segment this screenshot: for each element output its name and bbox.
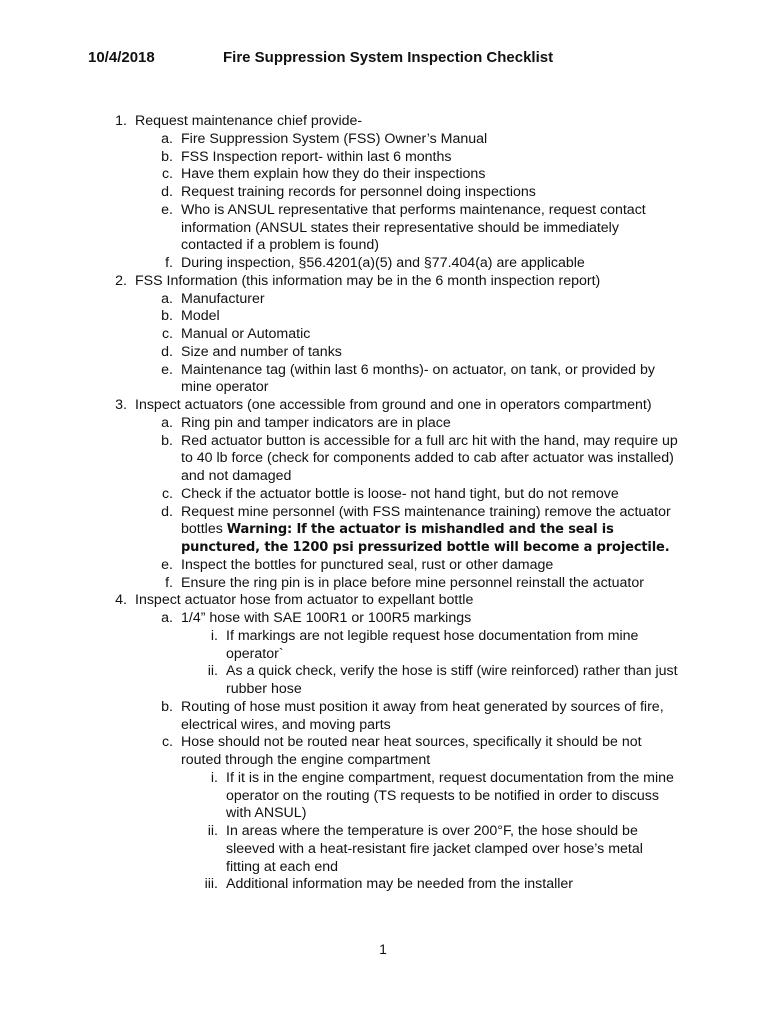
item-marker: c.: [161, 166, 173, 183]
checklist-item-level-2: [0, 291, 768, 309]
item-text-body: Manual or Automatic: [181, 326, 311, 342]
item-text: [181, 699, 680, 735]
item-text: [226, 876, 680, 894]
item-text-body: Routing of hose must position it away from heat generated by sources of fire, electrical wires, and moving parts: [181, 698, 664, 733]
checklist-item-level-2: [0, 504, 768, 557]
document-title: Fire Suppression System Inspection Checklist: [223, 49, 554, 66]
page-number: 1: [379, 941, 387, 957]
page-footer: [0, 941, 768, 957]
header-date: 10/4/2018: [88, 49, 155, 66]
item-marker: d.: [161, 503, 173, 520]
item-text: [181, 575, 680, 593]
item-text: [181, 166, 680, 184]
item-text-body: Size and number of tanks: [181, 343, 342, 360]
item-marker: a.: [161, 414, 173, 431]
item-text-body: FSS Inspection report- within last 6 months: [181, 148, 452, 165]
item-text-body: Maintenance tag (within last 6 months)- on actuator, on tank, or provided by mine operator: [181, 361, 655, 396]
item-text-body: Fire Suppression System (FSS) Owner’s Manual: [181, 130, 488, 147]
item-text: [226, 823, 680, 876]
checklist-item-level-3: [0, 876, 768, 894]
checklist-item-level-2: [0, 699, 768, 735]
item-text-body: FSS Information (this information may be in the 6 month inspection report): [135, 272, 601, 289]
item-marker: i.: [210, 627, 218, 644]
item-text-body: Request mine personnel (with FSS maintenance training) remove the actuator bottles: [181, 503, 671, 538]
item-marker: b.: [161, 698, 173, 715]
checklist-item-level-2: [0, 557, 768, 575]
item-text: [181, 291, 680, 309]
item-text-body: Inspect the bottles for punctured seal, rust or other damage: [181, 556, 554, 573]
item-marker: 3.: [115, 397, 127, 413]
item-marker: c.: [161, 734, 173, 751]
item-text: [226, 663, 680, 699]
item-text: [181, 149, 680, 167]
item-marker: c.: [161, 326, 173, 342]
item-text-body: During inspection, §56.4201(a)(5) and §77.404(a) are applicable: [181, 255, 585, 271]
item-marker: b.: [161, 148, 173, 165]
document-header: [88, 49, 553, 66]
checklist-item-level-2: [0, 433, 768, 486]
item-marker: ii.: [207, 823, 218, 839]
checklist-item-level-2: [0, 344, 768, 362]
warning-text: Warning: If the actuator is mishandled and the seal is punctured, the 1200 psi pressurized bottle will become a projectile.: [181, 522, 670, 555]
item-marker: d.: [161, 184, 173, 200]
item-marker: a.: [161, 610, 173, 626]
checklist-item-level-1: [0, 113, 768, 131]
item-text: [181, 610, 680, 628]
checklist-item-level-2: [0, 308, 768, 326]
item-marker: f.: [165, 255, 173, 271]
item-marker: a.: [161, 290, 173, 307]
checklist-item-level-2: [0, 734, 768, 770]
item-text-body: Check if the actuator bottle is loose- not hand tight, but do not remove: [181, 485, 619, 502]
item-text: [135, 397, 680, 415]
checklist-item-level-2: [0, 575, 768, 593]
item-marker: c.: [161, 485, 173, 502]
item-marker: i.: [210, 769, 218, 786]
checklist-item-level-2: [0, 255, 768, 273]
item-text: [226, 628, 680, 664]
checklist-item-level-2: [0, 184, 768, 202]
item-text-body: Ensure the ring pin is in place before mine personnel reinstall the actuator: [181, 574, 644, 591]
checklist-item-level-3: [0, 663, 768, 699]
item-marker: d.: [161, 343, 173, 360]
item-text: [181, 184, 680, 202]
item-marker: b.: [161, 308, 173, 325]
item-marker: 1.: [115, 113, 127, 129]
item-text: [226, 770, 680, 823]
item-text: [181, 255, 680, 273]
item-text: [135, 273, 680, 291]
item-text-body: Inspect actuators (one accessible from ground and one in operators compartment): [135, 397, 652, 413]
item-text-body: If it is in the engine compartment, request documentation from the mine operator on the routing (TS requests to be notified in order to discuss with ANSUL): [226, 769, 674, 822]
item-text-body: Ring pin and tamper indicators are in place: [181, 414, 451, 431]
checklist-item-level-2: [0, 326, 768, 344]
checklist-item-level-3: [0, 770, 768, 823]
checklist-item-level-2: [0, 202, 768, 255]
item-text: [181, 486, 680, 504]
item-text: [135, 592, 680, 610]
item-text-body: Who is ANSUL representative that performs maintenance, request contact information (ANSUL states their representative should be immediately contacted if a problem is found): [181, 201, 646, 254]
item-text-body: Additional information may be needed from the installer: [226, 876, 573, 893]
item-marker: e.: [161, 361, 173, 378]
checklist-item-level-2: [0, 486, 768, 504]
item-text: [181, 131, 680, 149]
item-text: [181, 344, 680, 362]
item-marker: a.: [161, 130, 173, 147]
item-text-body: Have them explain how they do their inspections: [181, 166, 486, 183]
item-text-body: 1/4” hose with SAE 100R1 or 100R5 markings: [181, 610, 472, 626]
item-text-body: As a quick check, verify the hose is stiff (wire reinforced) rather than just rubber hose: [226, 663, 678, 697]
item-text: [181, 734, 680, 770]
item-text: [181, 504, 680, 557]
checklist-item-level-1: [0, 273, 768, 291]
item-text: [181, 433, 680, 486]
item-text-body: Red actuator button is accessible for a full arc hit with the hand, may require up to 40 lb force (check for components added to cab after actuator was installed) and not damaged: [181, 432, 678, 484]
item-marker: iii.: [204, 876, 218, 893]
item-marker: ii.: [207, 663, 218, 680]
item-text: [181, 202, 680, 255]
item-text-body: Model: [181, 308, 220, 325]
checklist-item-level-2: [0, 131, 768, 149]
item-text-body: Request training records for personnel doing inspections: [181, 184, 536, 200]
checklist-item-level-2: [0, 166, 768, 184]
item-text: [135, 113, 680, 131]
checklist-item-level-3: [0, 823, 768, 876]
item-text-body: Hose should not be routed near heat sources, specifically it should be not routed through the engine compartment: [181, 734, 642, 768]
item-text-body: Inspect actuator hose from actuator to expellant bottle: [135, 592, 474, 609]
checklist: [0, 113, 768, 894]
checklist-item-level-2: [0, 149, 768, 167]
checklist-item-level-2: [0, 362, 768, 398]
item-text-body: If markings are not legible request hose documentation from mine operator`: [226, 627, 639, 662]
item-marker: b.: [161, 432, 173, 449]
checklist-item-level-3: [0, 628, 768, 664]
checklist-item-level-1: [0, 397, 768, 415]
item-marker: e.: [161, 201, 173, 218]
item-text-body: Request maintenance chief provide-: [135, 113, 363, 129]
checklist-item-level-2: [0, 415, 768, 433]
item-marker: 4.: [115, 592, 127, 609]
item-text-body: Manufacturer: [181, 290, 265, 307]
item-text: [181, 362, 680, 398]
checklist-item-level-2: [0, 610, 768, 628]
item-marker: 2.: [115, 272, 127, 289]
item-text: [181, 557, 680, 575]
item-text-body: In areas where the temperature is over 200°F, the hose should be sleeved with a heat-resistant fire jacket clamped over hose’s metal fitting at each end: [226, 823, 643, 875]
item-text: [181, 326, 680, 344]
item-marker: f.: [165, 574, 173, 591]
item-text: [181, 308, 680, 326]
checklist-item-level-1: [0, 592, 768, 610]
item-marker: e.: [161, 556, 173, 573]
item-text: [181, 415, 680, 433]
